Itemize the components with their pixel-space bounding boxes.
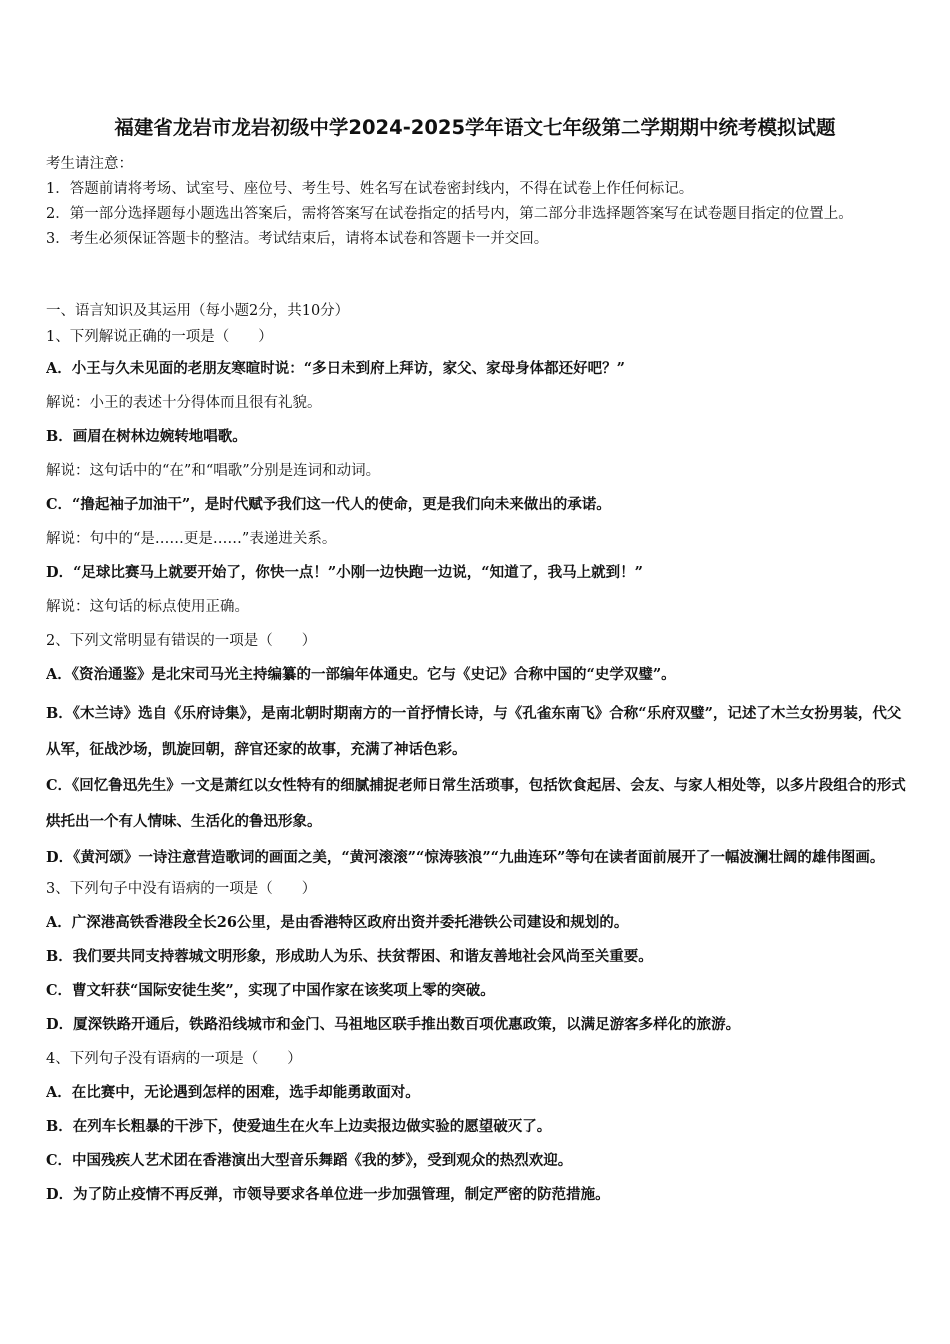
option-d: D．“足球比赛马上就要开始了，你快一点！”小刚一边快跑一边说，“知道了，我马上就到！”: [46, 564, 643, 581]
notice-heading: 考生请注意：: [46, 156, 133, 172]
question-stem: 2、下列文常明显有错误的一项是（ ）: [46, 633, 317, 649]
option-a: A．广深港高铁香港段全长26公里，是由香港特区政府出资并委托港铁公司建设和规划的。: [46, 914, 629, 931]
option-a: A．在比赛中，无论遇到怎样的困难，选手却能勇敢面对。: [46, 1084, 420, 1101]
option-note: 解说：这句话中的“在”和“唱歌”分别是连词和动词。: [46, 463, 381, 479]
question-content: [46, 298, 910, 1216]
option-a: A．小王与久未见面的老朋友寒暄时说：“多日未到府上拜访，家父、家母身体都还好吧？”: [46, 360, 625, 377]
option-b: B．在列车长粗暴的干涉下，使爱迪生在火车上边卖报边做实验的愿望破灭了。: [46, 1118, 552, 1135]
notice-item: 1．答题前请将考场、试室号、座位号、考生号、姓名写在试卷密封线内，不得在试卷上作任何标记。: [46, 181, 694, 197]
question-stem: 1、下列解说正确的一项是（ ）: [46, 329, 273, 345]
page-title: 福建省龙岩市龙岩初级中学2024-2025学年语文七年级第二学期期中统考模拟试题: [114, 116, 836, 139]
option-b: B．画眉在树林边婉转地唱歌。: [46, 428, 247, 445]
option-c: C．《回忆鲁迅先生》一文是萧红以女性特有的细腻捕捉老师日常生活琐事，包括饮食起居、会友、与家人相处等，以多片段组合的形式烘托出一个有人情味、生活化的鲁迅形象。: [46, 777, 906, 830]
option-c: C．曹文轩获“国际安徒生奖”，实现了中国作家在该奖项上零的突破。: [46, 982, 495, 999]
option-c: C．“撸起袖子加油干”，是时代赋予我们这一代人的使命，更是我们向未来做出的承诺。: [46, 496, 611, 513]
notice-item: 3．考生必须保证答题卡的整洁。考试结束后，请将本试卷和答题卡一并交回。: [46, 231, 549, 247]
notice-block: [46, 152, 910, 252]
option-b: B．《木兰诗》选自《乐府诗集》，是南北朝时期南方的一首抒情长诗，与《孔雀东南飞》合称“乐府双璧”，记述了木兰女扮男装，代父从军，征战沙场，凯旋回朝，辞官还家的故事，充满了神话色彩。: [46, 705, 902, 758]
section-heading: 一、语言知识及其运用（每小题2分，共10分）: [46, 303, 350, 319]
question-stem: 3、下列句子中没有语病的一项是（ ）: [46, 881, 317, 897]
option-note: 解说：句中的“是……更是……”表递进关系。: [46, 531, 337, 547]
option-note: 解说：这句话的标点使用正确。: [46, 599, 249, 615]
option-c: C．中国残疾人艺术团在香港演出大型音乐舞蹈《我的梦》，受到观众的热烈欢迎。: [46, 1152, 573, 1169]
option-d: D．《黄河颂》一诗注意营造歌词的画面之美，“黄河滚滚”“惊涛骇浪”“九曲连环”等句在读者面前展开了一幅波澜壮阔的雄伟图画。: [46, 849, 885, 866]
option-a: A．《资治通鉴》是北宋司马光主持编纂的一部编年体通史。它与《史记》合称中国的“史学双璧”。: [46, 666, 676, 683]
notice-item: 2．第一部分选择题每小题选出答案后，需将答案写在试卷指定的括号内，第二部分非选择题答案写在试卷题目指定的位置上。: [46, 206, 853, 222]
option-d: D．厦深铁路开通后，铁路沿线城市和金门、马祖地区联手推出数百项优惠政策，以满足游客多样化的旅游。: [46, 1016, 741, 1033]
option-d: D．为了防止疫情不再反弹，市领导要求各单位进一步加强管理，制定严密的防范措施。: [46, 1186, 610, 1203]
option-note: 解说：小王的表述十分得体而且很有礼貌。: [46, 395, 322, 411]
question-stem: 4、下列句子没有语病的一项是（ ）: [46, 1051, 302, 1067]
option-b: B．我们要共同支持蓉城文明形象，形成助人为乐、扶贫帮困、和谐友善地社会风尚至关重要。: [46, 948, 653, 965]
